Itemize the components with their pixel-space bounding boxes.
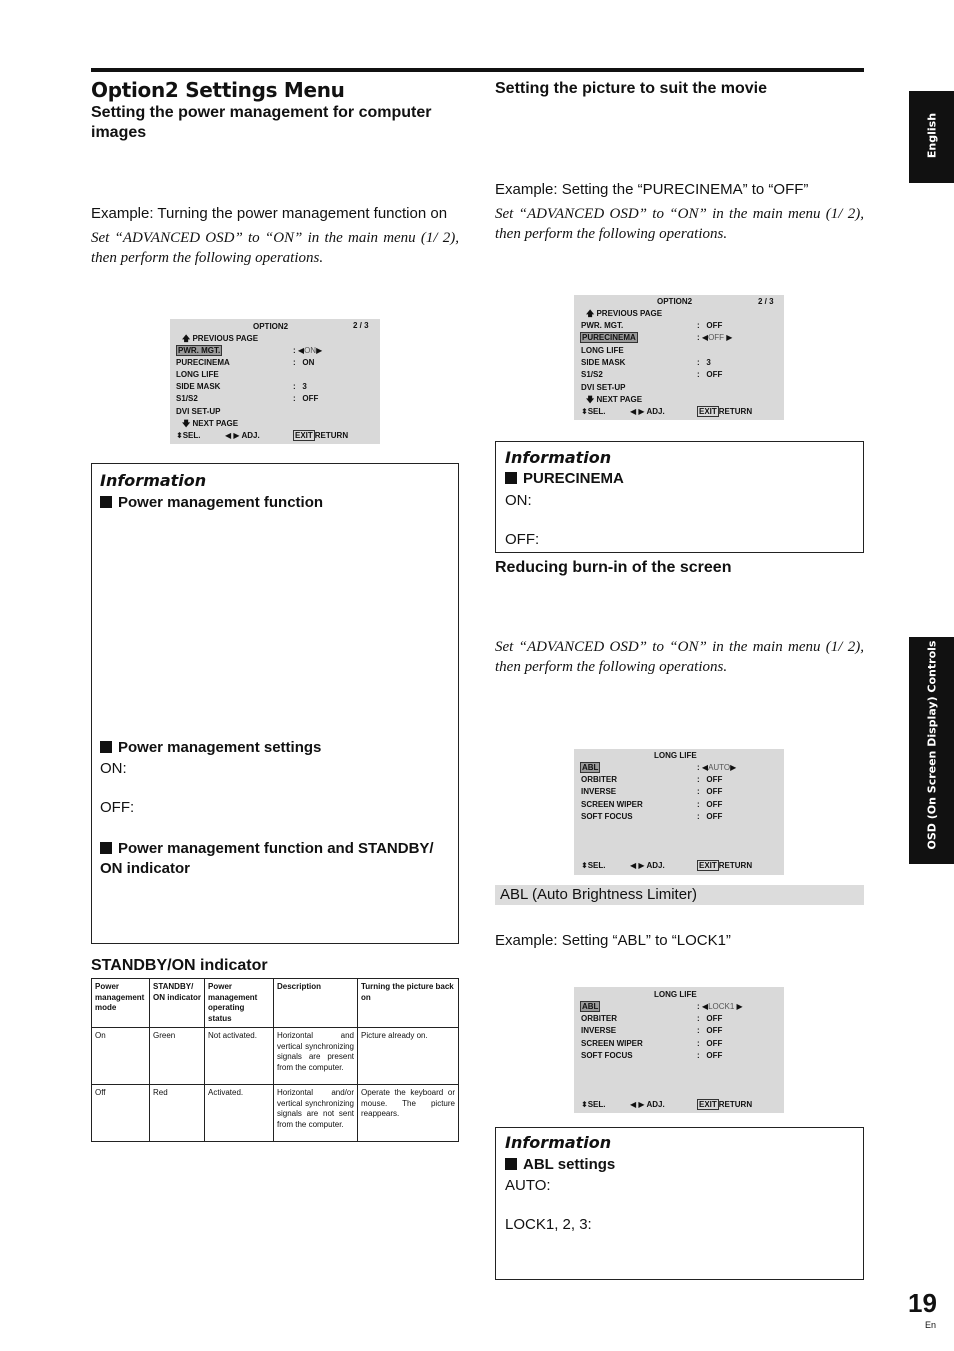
page-number: 19 (908, 1288, 937, 1318)
osd-row-label: SOFT FOCUS (581, 812, 633, 821)
osd-exit: EXIT RETURN (295, 431, 349, 440)
osd-row-label: ORBITER (581, 775, 617, 784)
osd-sel: ⬍SEL. (581, 861, 606, 870)
table-cell: Not activated. (205, 1028, 274, 1085)
osd-next: 🡇 NEXT PAGE (182, 419, 239, 428)
info-title: Information (505, 1133, 612, 1152)
arrow-right-icon: ▶ (730, 763, 737, 772)
table-cell: Green (150, 1028, 205, 1085)
up-down-icon: ⬍ (176, 431, 183, 440)
osd-row-label: INVERSE (581, 1026, 617, 1035)
osd-option2-right (574, 295, 784, 420)
up-down-icon: ⬍ (581, 407, 588, 416)
info-box-abl (495, 1127, 864, 1280)
osd-row-value: : 3 (697, 358, 711, 367)
osd-option2-left (170, 319, 380, 444)
osd-row-value: : ON (293, 358, 315, 367)
osd-sel: ⬍SEL. (176, 431, 201, 440)
burn-in-heading: Reducing burn-in of the screen (495, 559, 732, 576)
osd-row-value: : 3 (293, 382, 307, 391)
square-bullet-icon (505, 472, 517, 484)
burn-in-instruction-text: Set “ADVANCED OSD” to “ON” in the main menu (1/ 2), then perform the following operations. (495, 639, 864, 675)
osd-row-label: SCREEN WIPER (581, 800, 643, 809)
table-header: Turning the picture back on (358, 979, 459, 1028)
osd-row-value: : OFF (697, 800, 723, 809)
table-header: Description (274, 979, 358, 1028)
table-cell: Operate the keyboard or mouse. The picture reappears. (358, 1085, 459, 1142)
osd-row-value: : ◀ON▶ (293, 346, 323, 355)
table-cell: Horizontal and/or vertical synchronizing signals are not sent from the computer. (274, 1085, 358, 1142)
osd-row-label: SCREEN WIPER (581, 1039, 643, 1048)
square-bullet-icon (100, 741, 112, 753)
standby-heading: STANDBY/ON indicator (91, 957, 268, 974)
info-on-label: ON: (100, 760, 127, 777)
osd-row-label: S1/S2 (581, 370, 603, 379)
osd-row-value: : OFF (697, 1051, 723, 1060)
osd-row-value: : OFF (293, 394, 319, 403)
osd-long-life-auto (574, 749, 784, 875)
purecinema-example-text: Example: Setting the “PURECINEMA” to “OFF” (495, 181, 809, 198)
table-cell: Activated. (205, 1085, 274, 1142)
language-tab-label: English (925, 112, 939, 159)
table-header-row (92, 979, 459, 1028)
arrow-right-icon: ▶ (726, 333, 733, 342)
power-example-text: Example: Turning the power management function on (91, 205, 448, 222)
osd-title: OPTION2 (657, 297, 693, 306)
square-bullet-icon (100, 842, 112, 854)
osd-row-label: DVI SET-UP (581, 383, 626, 392)
info-box-power (91, 463, 459, 944)
table-row (92, 1028, 459, 1085)
info-title: Information (505, 448, 612, 467)
abl-section-bar (495, 885, 864, 905)
osd-long-life-lock1 (574, 987, 784, 1113)
info-subheading: PURECINEMA (505, 470, 624, 487)
osd-adj: ◀ ▶ ADJ. (630, 1100, 665, 1109)
info-off-label: OFF: (505, 531, 540, 548)
osd-adj: ◀ ▶ ADJ. (630, 407, 665, 416)
info-off-label: OFF: (100, 799, 135, 816)
osd-title: OPTION2 (253, 322, 289, 331)
osd-page: 2 / 3 (758, 297, 774, 306)
arrow-right-icon: ▶ (736, 1002, 743, 1011)
osd-row-label: PWR. MGT. (581, 321, 624, 330)
osd-row-label: LONG LIFE (176, 370, 219, 379)
osd-page: 2 / 3 (353, 321, 369, 330)
arrow-up-icon: 🡅 (586, 309, 595, 318)
osd-exit: EXIT RETURN (699, 407, 753, 416)
osd-sel: ⬍SEL. (581, 1100, 606, 1109)
osd-row-value: : OFF (697, 812, 723, 821)
table-header: Power management mode (92, 979, 150, 1028)
page-title: Option2 Settings Menu (91, 78, 345, 102)
arrow-down-icon: 🡇 (182, 419, 191, 428)
osd-row-value: : ◀OFF ▶ (697, 333, 733, 342)
section-tab (909, 637, 954, 864)
osd-row-label: S1/S2 (176, 394, 198, 403)
osd-row-label: ABL (582, 763, 599, 772)
osd-next: 🡇 NEXT PAGE (586, 395, 643, 404)
osd-row-label: PWR. MGT. (178, 346, 221, 355)
osd-row-value: : OFF (697, 321, 723, 330)
info-title: Information (100, 471, 207, 490)
osd-row-value: : ◀LOCK1 ▶ (697, 1002, 743, 1011)
osd-adj: ◀ ▶ ADJ. (225, 431, 260, 440)
osd-prev (182, 334, 258, 344)
osd-row-label: LONG LIFE (581, 346, 624, 355)
power-instruction-text: Set “ADVANCED OSD” to “ON” in the main menu (1/ 2), then perform the following operations. (91, 230, 459, 266)
arrow-left-icon: ◀ (701, 763, 709, 772)
abl-section-label: ABL (Auto Brightness Limiter) (500, 886, 698, 903)
osd-exit: EXIT RETURN (699, 861, 753, 870)
abl-example-text: Example: Setting “ABL” to “LOCK1” (495, 932, 731, 949)
left-right-icon: ◀ ▶ (630, 407, 645, 416)
osd-sel: ⬍SEL. (581, 407, 606, 416)
osd-title: LONG LIFE (654, 990, 697, 999)
osd-row-value: : OFF (697, 787, 723, 796)
info-subheading: Power management function and STANDBY/ ON indicator (100, 840, 434, 877)
osd-row-label: INVERSE (581, 787, 617, 796)
info-auto-label: AUTO: (505, 1177, 551, 1194)
osd-row-label: SIDE MASK (581, 358, 626, 367)
osd-row-label: PURECINEMA (582, 333, 636, 342)
table-cell: Red (150, 1085, 205, 1142)
up-down-icon: ⬍ (581, 861, 588, 870)
osd-row-value: : OFF (697, 775, 723, 784)
osd-title: LONG LIFE (654, 751, 697, 760)
power-management-heading: Setting the power management for computer images (91, 104, 432, 141)
square-bullet-icon (100, 496, 112, 508)
arrow-left-icon: ◀ (701, 333, 709, 342)
osd-row-label: SOFT FOCUS (581, 1051, 633, 1060)
top-rule (91, 68, 864, 72)
osd-exit: EXIT RETURN (699, 1100, 753, 1109)
table-row (92, 1085, 459, 1142)
standby-table (91, 978, 459, 1142)
table-cell: Picture already on. (358, 1028, 459, 1085)
left-right-icon: ◀ ▶ (225, 431, 240, 440)
info-subheading: Power management settings (100, 739, 321, 756)
osd-row-label: PURECINEMA (176, 358, 230, 367)
osd-row-label: ORBITER (581, 1014, 617, 1023)
info-subheading: Power management function (100, 494, 323, 511)
table-header: Power management operating status (205, 979, 274, 1028)
osd-row-value: : OFF (697, 1014, 723, 1023)
page-language-code: En (925, 1320, 937, 1330)
osd-prev: 🡅 PREVIOUS PAGE (586, 309, 663, 318)
table-cell: Horizontal and vertical synchronizing signals are present from the computer. (274, 1028, 358, 1085)
info-lock-label: LOCK1, 2, 3: (505, 1216, 592, 1233)
arrow-left-icon: ◀ (701, 1002, 709, 1011)
osd-row-label: ABL (582, 1002, 599, 1011)
osd-row-value: : ◀AUTO▶ (697, 763, 737, 772)
osd-row-value: : OFF (697, 1039, 723, 1048)
arrow-up-icon: 🡅 (182, 334, 191, 343)
language-tab (909, 91, 954, 183)
up-down-icon: ⬍ (581, 1100, 588, 1109)
table-header: STANDBY/ ON indicator (150, 979, 205, 1028)
osd-row-value: : OFF (697, 370, 723, 379)
osd-row-label: DVI SET-UP (176, 407, 221, 416)
purecinema-instruction-text: Set “ADVANCED OSD” to “ON” in the main menu (1/ 2), then perform the following operations. (495, 206, 864, 242)
osd-adj: ◀ ▶ ADJ. (630, 861, 665, 870)
arrow-right-icon: ▶ (316, 346, 323, 355)
section-tab-label: OSD (On Screen Display) Controls (925, 640, 939, 850)
table-cell: Off (92, 1085, 150, 1142)
info-box-purecinema (495, 441, 864, 553)
osd-row-value: : OFF (697, 1026, 723, 1035)
left-right-icon: ◀ ▶ (630, 1100, 645, 1109)
arrow-left-icon: ◀ (297, 346, 305, 355)
osd-row-label: SIDE MASK (176, 382, 221, 391)
info-subheading: ABL settings (505, 1156, 615, 1173)
left-right-icon: ◀ ▶ (630, 861, 645, 870)
osd-prev-label: PREVIOUS PAGE (192, 334, 259, 343)
arrow-down-icon: 🡇 (586, 395, 595, 404)
square-bullet-icon (505, 1158, 517, 1170)
info-on-label: ON: (505, 492, 532, 509)
purecinema-heading: Setting the picture to suit the movie (495, 80, 768, 97)
table-cell: On (92, 1028, 150, 1085)
